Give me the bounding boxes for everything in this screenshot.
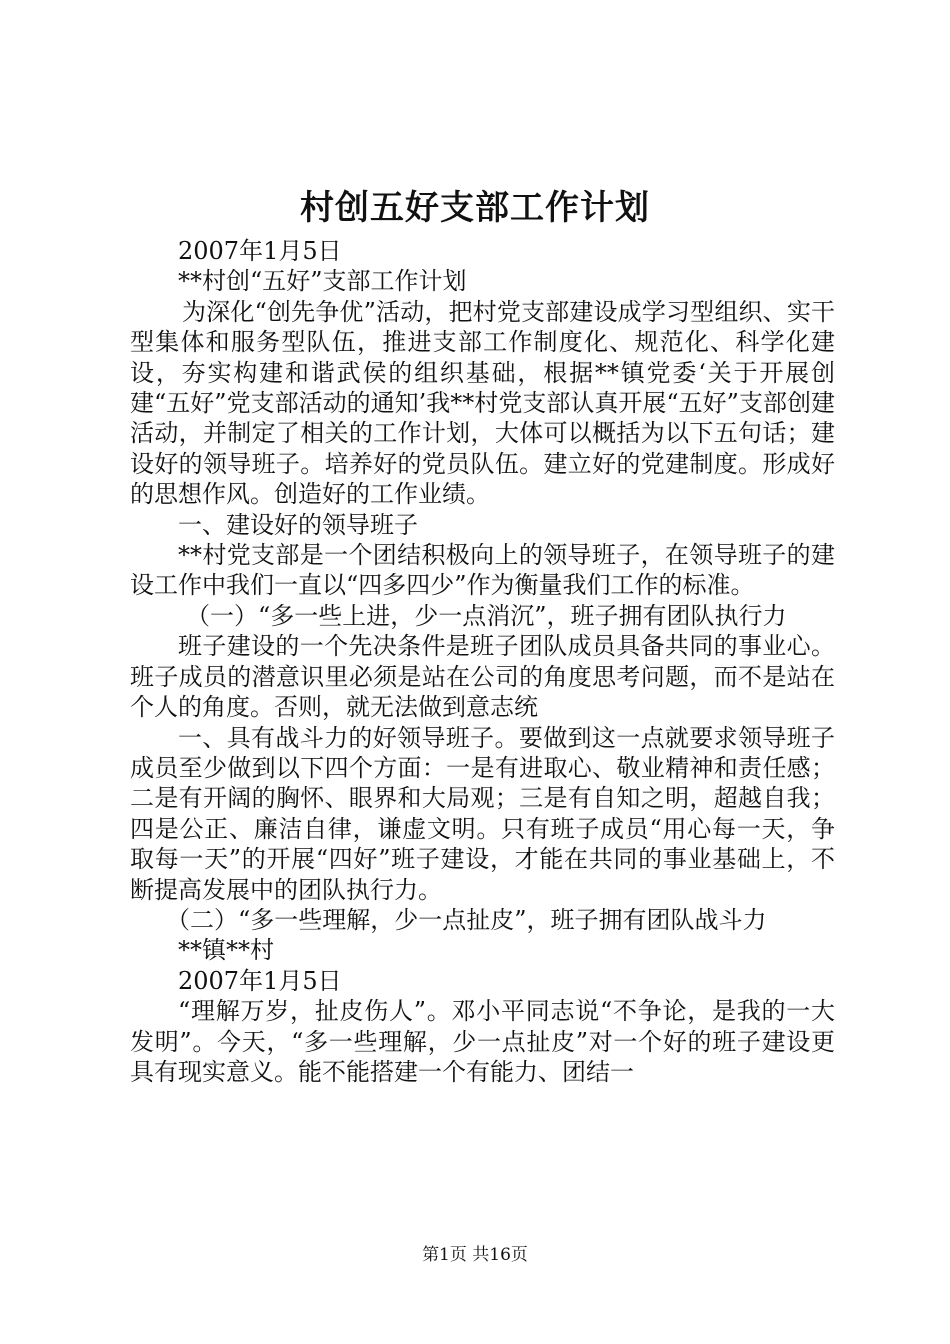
section-heading-1: 一、建设好的领导班子 <box>178 510 418 539</box>
subtitle-line: **村创“五好”支部工作计划 <box>178 267 467 296</box>
paragraph-team-building: 班子建设的一个先决条件是班子团队成员具备共同的事业心。班子成员的潜意识里必须是站在公司的角度思考问题，而不是站在个人的角度。否则，就无法做到意志统 <box>130 632 835 722</box>
paragraph-understanding: “理解万岁，扯皮伤人”。邓小平同志说“不争论，是我的一大发明”。今天，“多一些理解，少一点扯皮”对一个好的班子建设更具有现实意义。能不能搭建一个有能力、团结一 <box>130 997 835 1086</box>
date-line: 2007年1月5日 <box>178 237 342 265</box>
document-body <box>130 236 835 1087</box>
paragraph-four-aspects: 一、具有战斗力的好领导班子。要做到这一点就要求领导班子成员至少做到以下四个方面：一是有进取心、敬业精神和责任感；二是有开阔的胸怀、眼界和大局观；三是有自知之明，超越自我；四是公正、廉洁自律，谦虚文明。只有班子成员“用心每一天，争取每一天”的开展“四好”班子建设，才能在共同的事业基础上，不断提高发展中的团队执行力。 <box>130 723 835 904</box>
page-footer: 第1页 共16页 <box>422 1245 528 1265</box>
paragraph-branch-description: **村党支部是一个团结积极向上的领导班子，在领导班子的建设工作中我们一直以“四多四少”作为衡量我们工作的标准。 <box>130 541 835 600</box>
subsection-heading-2: （二）“多一些理解，少一点扯皮”，班子拥有团队战斗力 <box>166 905 767 934</box>
signature-date-line: 2007年1月5日 <box>178 966 342 995</box>
signature-line: **镇**村 <box>178 936 274 965</box>
document-title: 村创五好支部工作计划 <box>300 188 650 228</box>
intro-paragraph: 为深化“创先争优”活动，把村党支部建设成学习型组织、实干型集体和服务型队伍，推进支部工作制度化、规范化、科学化建设，夯实构建和谐武侯的组织基础，根据**镇党委‘关于开展创建“五好”党支部活动的通知’我**村党支部认真开展“五好”支部创建活动，并制定了相关的工作计划，大体可以概括为以下五句话；建设好的领导班子。培养好的党员队伍。建立好的党建制度。形成好的思想作风。创造好的工作业绩。 <box>130 297 835 509</box>
subsection-heading-1: （一）“多一些上进，少一点消沉”，班子拥有团队执行力 <box>186 601 787 630</box>
